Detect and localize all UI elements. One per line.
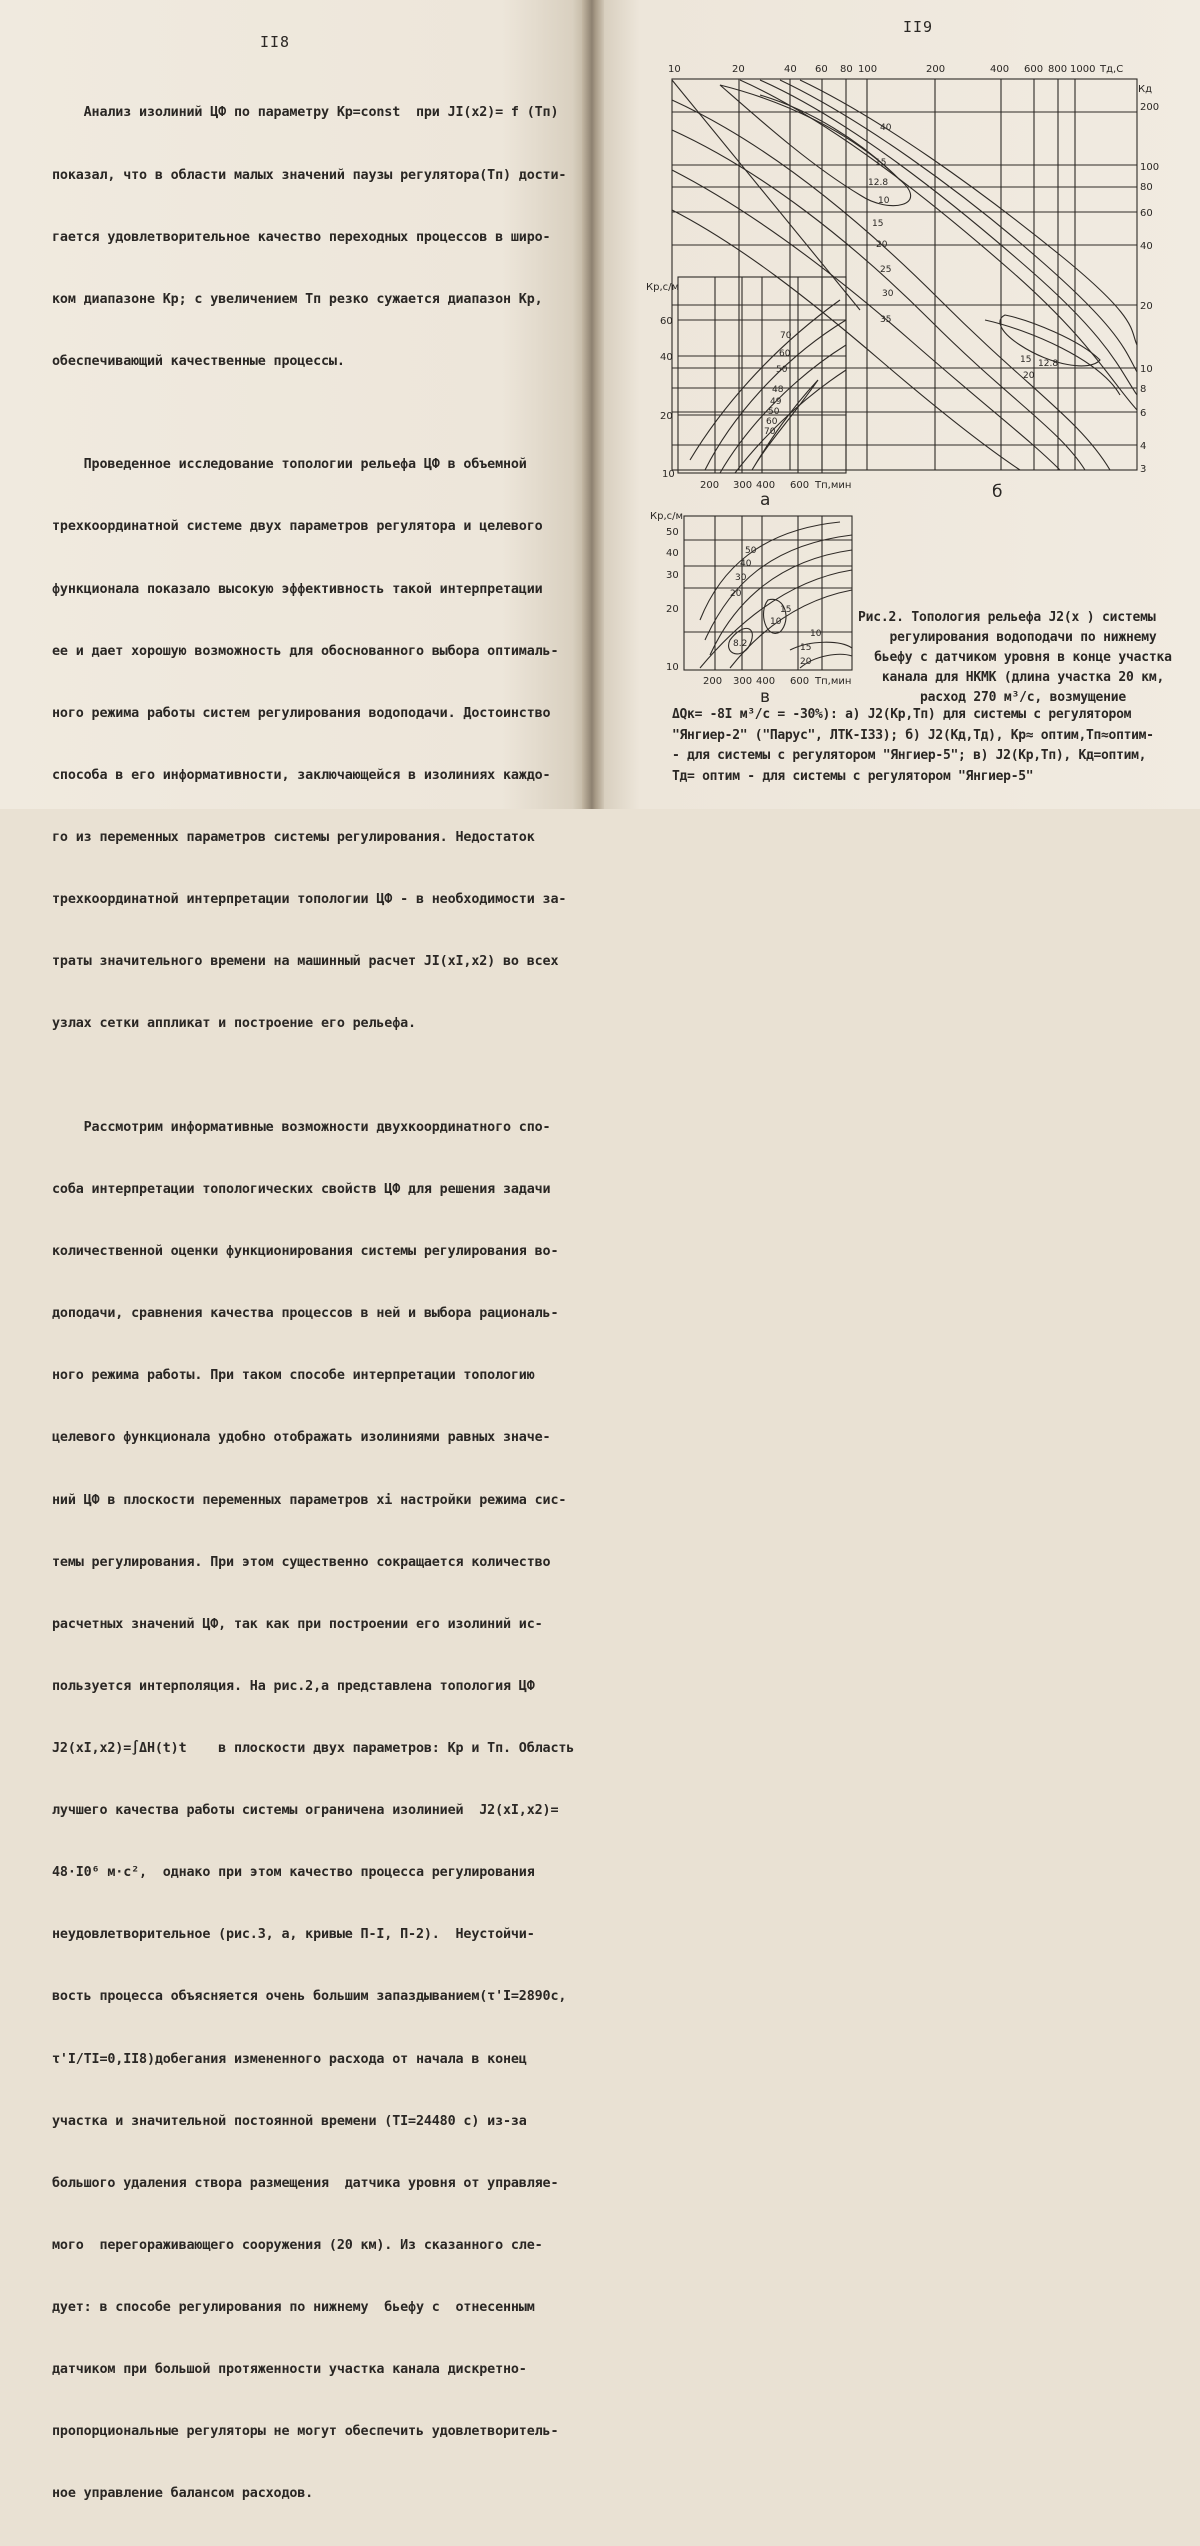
tick-label: 30: [666, 570, 679, 581]
contour-label: 15: [780, 605, 792, 615]
text-line: мого перегораживающего сооружения (20 км). Из сказанного сле-: [52, 2237, 543, 2253]
contour-label: 25: [880, 265, 892, 275]
text-line: 48·I0⁶ м·с², однако при этом качество процесса регулирования: [52, 1865, 535, 1881]
text-line: участка и значительной постоянной времени (TI=24480 с) из-за: [52, 2113, 527, 2129]
contour-label: 15: [800, 643, 812, 653]
axis-label: Кр,с/м: [650, 511, 684, 522]
tick-label: 300: [733, 676, 753, 687]
contour-label: 40: [880, 123, 892, 133]
text-line: неудовлетворительное (рис.3, а, кривые П-I, П-2). Неустойчи-: [52, 1927, 535, 1943]
tick-label: 20: [666, 604, 679, 615]
contour-label: 40: [740, 559, 752, 569]
contour-label: 15: [875, 158, 887, 168]
tick-label: 10: [1140, 364, 1153, 375]
tick-label: 80: [840, 64, 853, 75]
tick-label: 100: [858, 64, 878, 75]
tick-label: 20: [1140, 301, 1153, 312]
contour-label: 70: [764, 427, 776, 437]
text-line: дует: в способе регулирования по нижнему бьефу с отнесенным: [52, 2299, 535, 2315]
tick-label: 400: [756, 480, 776, 491]
caption-line: бьефу с датчиком уровня в конце участка: [874, 650, 1172, 665]
text-line: ного режима работы. При таком способе интерпретации топологию: [52, 1368, 535, 1384]
caption-line: ΔQк= -8I м³/с = -30%): а) J2(Кр,Тп) для системы с регулятором: [672, 707, 1132, 722]
tick-label: 1000: [1070, 64, 1096, 75]
tick-label: 300: [733, 480, 753, 491]
text-line: обеспечивающий качественные процессы.: [52, 353, 345, 369]
text-line: количественной оценки функционирования системы регулирования во-: [52, 1244, 559, 1260]
paragraph-2: [52, 414, 572, 1077]
text-line: ком диапазоне Кр; с увеличением Тп резко сужается диапазон Кр,: [52, 291, 543, 307]
text-line: доподачи, сравнения качества процессов в ней и выбора рациональ-: [52, 1306, 559, 1322]
text-line: узлах сетки аппликат и построение его рельефа.: [52, 1016, 416, 1032]
caption-line: Рис.2. Топология рельефа J2(x ) системы: [858, 610, 1156, 625]
contour-label: 30: [882, 289, 894, 299]
contour-label: 48: [772, 385, 784, 395]
contour-label: 10: [810, 629, 822, 639]
contour-label: 50: [768, 407, 780, 417]
left-page-number: II8: [260, 33, 291, 51]
contour-label: 15: [872, 219, 884, 229]
panel-a-label: а: [760, 490, 771, 510]
text-line: ного режима работы систем регулирования водоподачи. Достоинство: [52, 705, 551, 721]
paragraph-3: [52, 1076, 575, 2546]
caption-line: канала для НКМК (длина участка 20 км,: [881, 670, 1165, 685]
text-line: трехкоординатной системе двух параметров регулятора и целевого: [52, 519, 543, 535]
contour-label: 12.8: [1038, 359, 1059, 369]
contour-label: 60: [779, 349, 791, 359]
panel-b-label: б: [992, 482, 1003, 502]
tick-label: 20: [732, 64, 745, 75]
caption-line: расход 270 м³/с, возмущение: [920, 690, 1126, 705]
text-line: ний ЦФ в плоскости переменных параметров xi настройки режима сис-: [52, 1492, 567, 1508]
tick-label: 200: [1140, 102, 1160, 113]
text-line: ное управление балансом расходов.: [52, 2486, 314, 2502]
tick-label: 200: [703, 676, 723, 687]
contour-label: 49: [770, 397, 782, 407]
tick-label: 10: [666, 662, 679, 673]
tick-label: 200: [926, 64, 946, 75]
tick-label: 800: [1048, 64, 1068, 75]
contour-label: 50: [776, 365, 788, 375]
contour-label: 12.8: [868, 178, 889, 188]
tick-label: 3: [1140, 464, 1147, 475]
text-line: ее и дает хорошую возможность для обоснованного выбора оптималь-: [52, 643, 559, 659]
left-page-body: [52, 62, 575, 2546]
contour-label: 15: [1020, 355, 1032, 365]
right-page-number: II9: [903, 18, 934, 36]
tick-label: 600: [1024, 64, 1044, 75]
axis-label: Тд,С: [1100, 64, 1124, 75]
text-line: соба интерпретации топологических свойств ЦФ для решения задачи: [52, 1181, 551, 1197]
text-line: трехкоординатной интерпретации топологии ЦФ - в необходимости за-: [52, 892, 567, 908]
axis-label: Тп,мин: [815, 480, 852, 491]
tick-label: 40: [1140, 241, 1153, 252]
tick-label: 40: [784, 64, 797, 75]
tick-label: 200: [700, 480, 720, 491]
text-line: гается удовлетворительное качество переходных процессов в широ-: [52, 229, 551, 245]
text-line: функционала показало высокую эффективность такой интерпретации: [52, 581, 543, 597]
tick-label: 600: [790, 480, 810, 491]
text-line: τ'I/TI=0,II8)добегания измененного расхода от начала в конец: [52, 2051, 527, 2067]
contour-label: 20: [876, 240, 888, 250]
contour-label: 60: [766, 417, 778, 427]
contour-label: 20: [800, 657, 812, 667]
tick-label: 20: [660, 411, 673, 422]
contour-label: 70: [780, 331, 792, 341]
text-line: датчиком при большой протяженности участка канала дискретно-: [52, 2362, 527, 2378]
panel-v-label: в: [760, 687, 771, 707]
book-gutter: [582, 0, 604, 809]
text-line: целевого функционала удобно отображать изолиниями равных значе-: [52, 1430, 551, 1446]
text-line: показал, что в области малых значений паузы регулятора(Тп) дости-: [52, 167, 567, 183]
axis-label: Кд: [1138, 84, 1153, 95]
axis-label: Кр,с/м: [646, 282, 680, 293]
caption-line: регулирования водоподачи по нижнему: [889, 630, 1157, 645]
text-line: большого удаления створа размещения датчика уровня от управляе-: [52, 2175, 559, 2191]
text-line: пользуется интерполяция. На рис.2,а представлена топология ЦФ: [52, 1678, 535, 1694]
tick-label: 40: [660, 352, 673, 363]
text-line: вость процесса объясняется очень большим запаздыванием(τ'I=2890c,: [52, 1989, 567, 2005]
tick-label: 60: [660, 316, 673, 327]
tick-label: 10: [662, 469, 675, 480]
text-line: Проведенное исследование топологии рельефа ЦФ в объемной: [52, 457, 527, 473]
caption-line: - для системы с регулятором "Янгиер-5"; в) J2(Кр,Тп), Кд=оптим,: [672, 748, 1147, 763]
caption-line: Тд= оптим - для системы с регулятором "Янгиер-5": [672, 768, 1034, 784]
text-line: лучшего качества работы системы ограничена изолинией J2(xI,x2)=: [52, 1803, 559, 1819]
tick-label: 60: [815, 64, 828, 75]
tick-label: 10: [668, 64, 681, 75]
tick-label: 400: [990, 64, 1010, 75]
tick-label: 400: [756, 676, 776, 687]
caption-line: "Янгиер-2" ("Парус", ЛТК-I33); б) J2(Кд,Тд), Кр≈ оптим,Тп≈оптим-: [672, 727, 1154, 743]
text-line: Рассмотрим информативные возможности двухкоординатного спо-: [52, 1119, 551, 1135]
text-line: темы регулирования. При этом существенно сокращается количество: [52, 1554, 551, 1570]
contour-label: 35: [880, 315, 892, 325]
tick-label: 100: [1140, 162, 1160, 173]
paragraph-1: [52, 62, 572, 414]
contour-label: 10: [878, 196, 890, 206]
text-line: способа в его информативности, заключающейся в изолиниях каждо-: [52, 767, 551, 783]
text-line: расчетных значений ЦФ, так как при построении его изолиний ис-: [52, 1616, 543, 1632]
tick-label: 50: [666, 527, 679, 538]
tick-label: 4: [1140, 441, 1147, 452]
tick-label: 8: [1140, 384, 1147, 395]
contour-label: 50: [745, 546, 757, 556]
contour-label: 20: [730, 589, 742, 599]
contour-label: 20: [1023, 371, 1035, 381]
tick-label: 60: [1140, 208, 1153, 219]
text-line: Анализ изолиний ЦФ по параметру Кр=const при JI(x2)= f (Тп): [52, 105, 559, 121]
axis-label: Тп,мин: [815, 676, 852, 687]
tick-label: 80: [1140, 182, 1153, 193]
text-line: траты значительного времени на машинный расчет JI(xI,x2) во всех: [52, 954, 559, 970]
tick-label: 6: [1140, 408, 1147, 419]
left-page: [0, 0, 590, 2502]
contour-label: 8.2: [733, 639, 748, 649]
contour-label: 10: [770, 617, 782, 627]
contour-label: 30: [735, 573, 747, 583]
tick-label: 600: [790, 676, 810, 687]
text-line: го из переменных параметров системы регулирования. Недостаток: [52, 830, 535, 846]
figure-caption: [858, 608, 1188, 708]
text-line: пропорциональные регуляторы не могут обеспечить удовлетворитель-: [52, 2424, 559, 2440]
text-line: J2(xI,x2)=∫ΔH(t)t в плоскости двух параметров: Кр и Тп. Область: [52, 1740, 575, 1756]
figure-caption-continued: [672, 705, 1192, 787]
tick-label: 40: [666, 548, 679, 559]
